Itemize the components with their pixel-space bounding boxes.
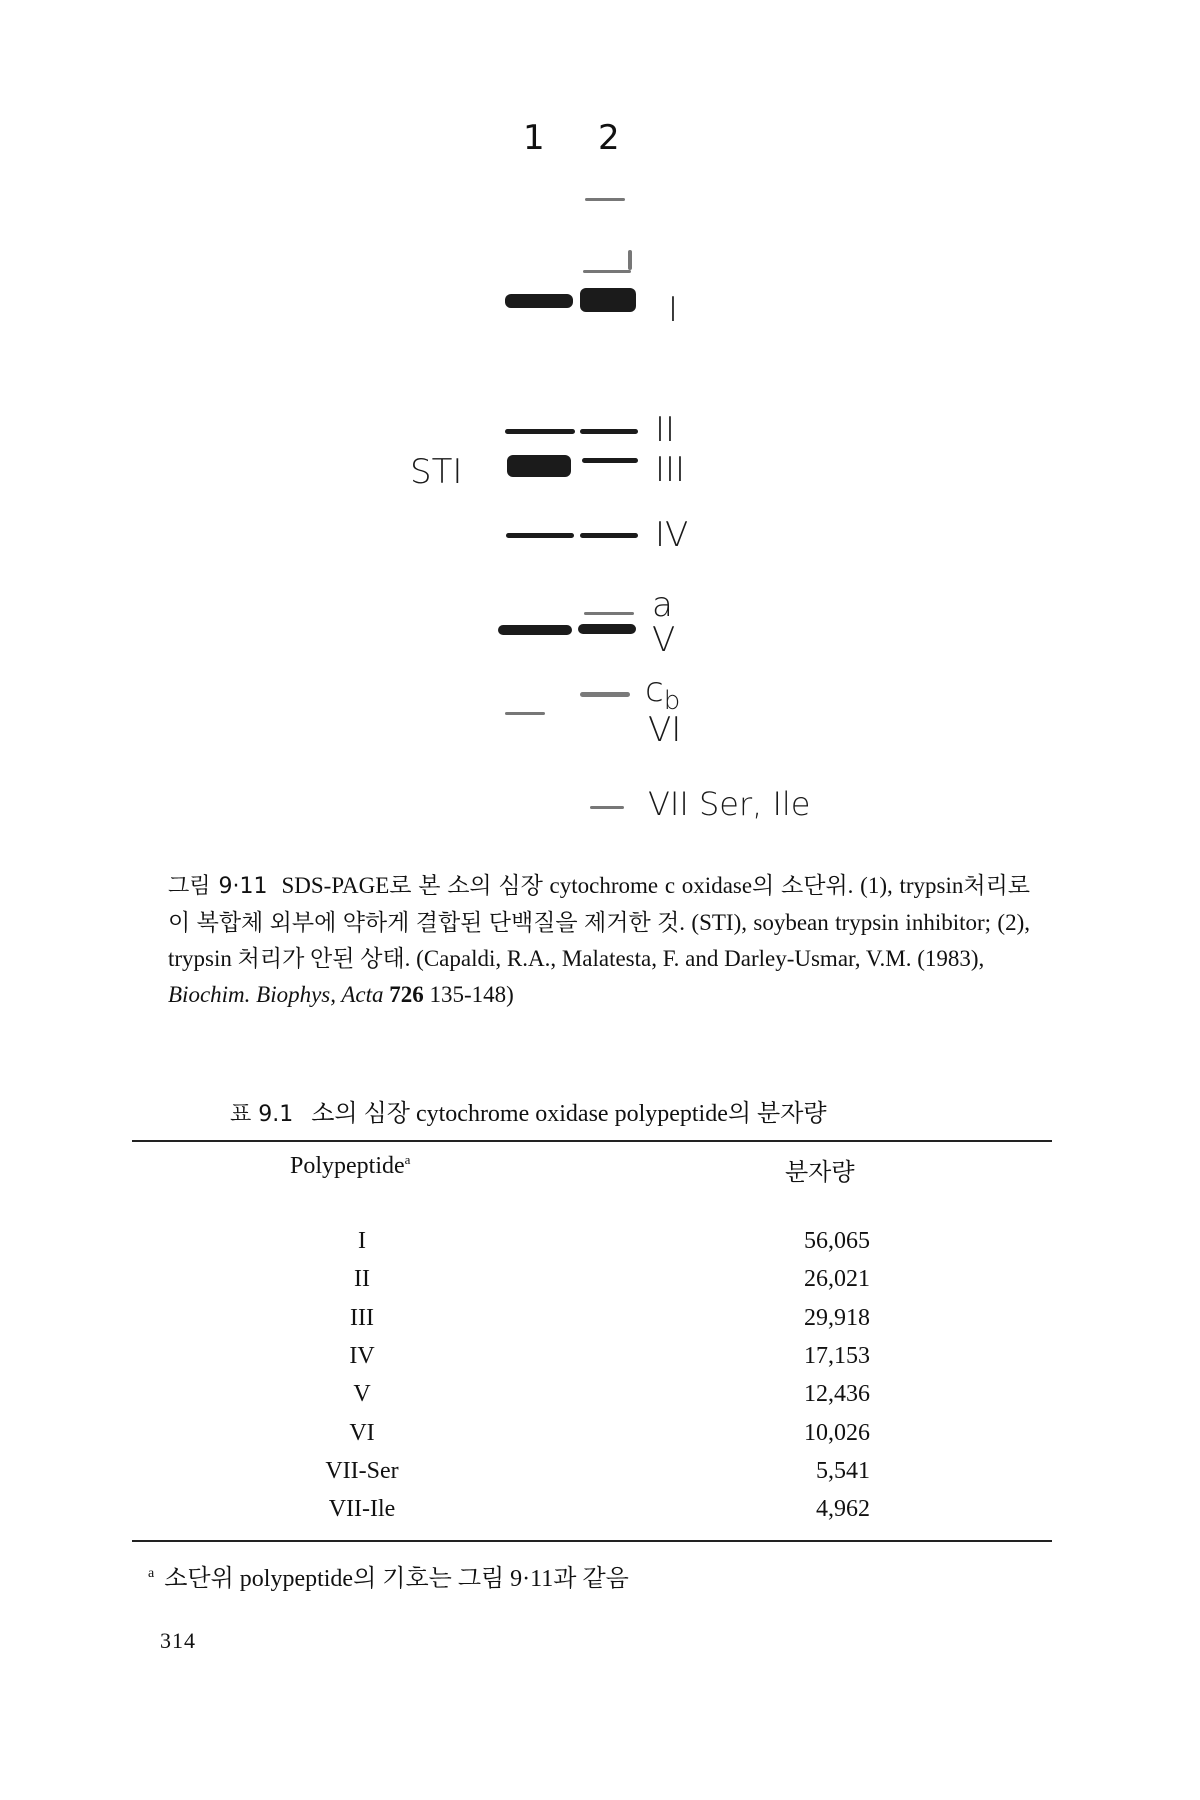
table-number: 표 9.1 bbox=[230, 1102, 294, 1127]
gel-band-lane2-II bbox=[580, 429, 638, 434]
caption-journal: Biochim. Biophys, Acta bbox=[168, 982, 384, 1007]
band-label-STI: STI bbox=[410, 452, 463, 492]
table-title bbox=[230, 1093, 827, 1128]
gel-speck bbox=[585, 198, 625, 201]
gel-band-lane2-cb bbox=[580, 692, 630, 697]
table-cell-polypeptide: II bbox=[354, 1266, 370, 1292]
gel-band-lane2-IV bbox=[580, 533, 638, 538]
gel-band-lane2-III bbox=[582, 458, 638, 463]
gel-band-lane1-IV bbox=[506, 533, 574, 538]
band-label-III: III bbox=[655, 450, 686, 490]
lane-label-2: 2 bbox=[598, 118, 620, 158]
band-label-II: II bbox=[655, 410, 676, 450]
table-cell-polypeptide: VI bbox=[349, 1420, 375, 1446]
table-cell-polypeptide: VII-Ser bbox=[325, 1458, 399, 1484]
gel-speck bbox=[583, 270, 631, 273]
gel-band-lane1-V bbox=[498, 625, 572, 635]
caption-text: SDS-PAGE로 본 소의 심장 cytochrome c oxidase의 소단위. (1), trypsin처리로 이 복합체 외부에 약하게 결합된 단백질을 제거한 것. (STI), soybean trypsin inhibitor; (2), trypsin 처리가 안된 상태. (Capaldi, R.A., Malatesta, F. and Darley-Usmar, V.M. (1983), bbox=[168, 873, 1031, 971]
band-label-VI: VI bbox=[648, 710, 682, 750]
gel-band-lane2-V bbox=[578, 624, 636, 634]
table-footnote: $^a$ 소단위 polypeptide의 기호는 그림 9·11과 같음 bbox=[148, 1566, 629, 1592]
table-cell-mw: 10,026 bbox=[804, 1420, 870, 1446]
table-cell-mw: 12,436 bbox=[804, 1381, 870, 1407]
figure-caption bbox=[168, 868, 1030, 1013]
gel-band-lane1-II bbox=[505, 429, 575, 434]
table-header-polypeptide: Polypeptide$^a$ bbox=[290, 1152, 411, 1179]
band-label-VII: VII Ser, Ile bbox=[648, 785, 811, 823]
table-top-rule bbox=[132, 1140, 1052, 1142]
caption-pages: 135-148) bbox=[429, 982, 514, 1007]
caption-label: 그림 9·11 bbox=[168, 874, 268, 899]
table-cell-mw: 26,021 bbox=[804, 1266, 870, 1292]
band-label-I: I bbox=[668, 290, 679, 330]
table-cell-polypeptide: V bbox=[353, 1381, 371, 1407]
table-cell-mw: 4,962 bbox=[816, 1496, 870, 1522]
gel-band-lane1-I bbox=[505, 294, 573, 308]
table-cell-mw: 5,541 bbox=[816, 1458, 870, 1484]
table-cell-polypeptide: III bbox=[350, 1305, 374, 1331]
gel-speck bbox=[628, 250, 632, 270]
band-label-a: a bbox=[652, 585, 673, 625]
table-cell-polypeptide: IV bbox=[349, 1343, 375, 1369]
table-header-mw: 분자량 bbox=[785, 1160, 855, 1186]
table-cell-mw: 29,918 bbox=[804, 1305, 870, 1331]
table-cell-mw: 17,153 bbox=[804, 1343, 870, 1369]
gel-band-lane2-I bbox=[580, 288, 636, 312]
band-label-IV: IV bbox=[655, 515, 689, 555]
gel-speck bbox=[505, 712, 545, 715]
table-cell-mw: 56,065 bbox=[804, 1228, 870, 1254]
table-bottom-rule bbox=[132, 1540, 1052, 1542]
gel-speck bbox=[590, 806, 624, 809]
band-label-V: V bbox=[652, 620, 676, 660]
band-label-cb: $c_b$ bbox=[645, 670, 681, 716]
caption-volume: 726 bbox=[389, 982, 424, 1007]
table-cell-polypeptide: I bbox=[358, 1228, 366, 1254]
lane-label-1: 1 bbox=[523, 118, 545, 158]
page-number: 314 bbox=[160, 1628, 196, 1653]
gel-speck bbox=[584, 612, 634, 615]
table-title-text: 소의 심장 cytochrome oxidase polypeptide의 분자량 bbox=[311, 1101, 827, 1127]
table-cell-polypeptide: VII-Ile bbox=[328, 1496, 396, 1522]
gel-band-STI bbox=[507, 455, 571, 477]
